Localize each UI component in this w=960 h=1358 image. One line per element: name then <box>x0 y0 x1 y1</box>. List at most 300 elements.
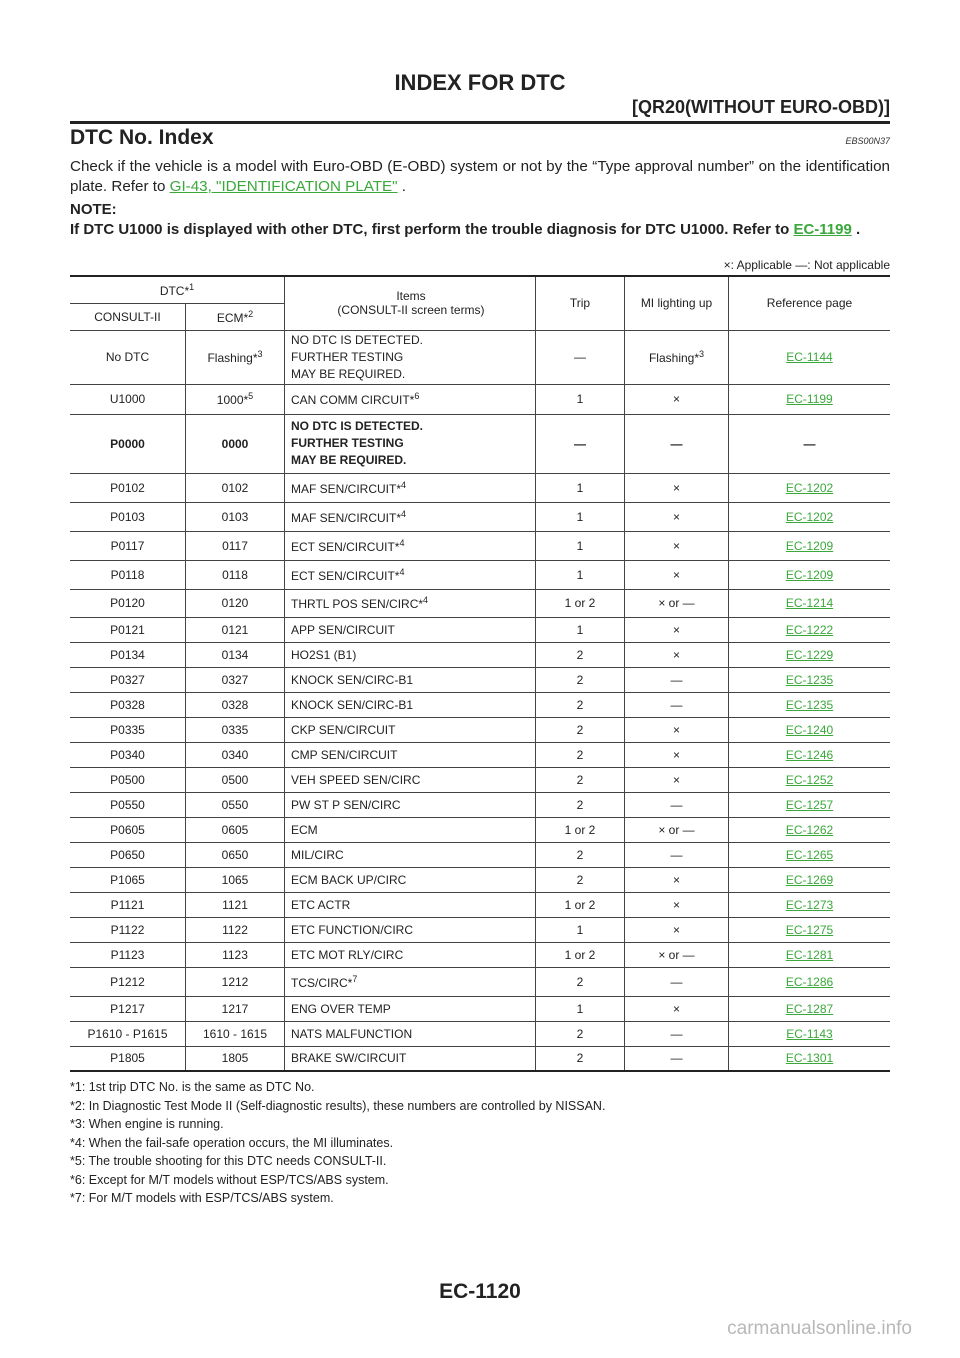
item-name: ENG OVER TEMP <box>291 1001 391 1016</box>
ecm-code-cell <box>186 330 285 384</box>
reference-cell[interactable] <box>729 589 891 617</box>
item-line: FURTHER TESTING <box>291 436 404 450</box>
table-row <box>70 473 890 502</box>
trip-value: 2 <box>576 747 584 762</box>
reference-cell[interactable] <box>729 692 891 717</box>
ecm-code-cell <box>186 767 285 792</box>
consult-code-cell <box>70 617 186 642</box>
table-row <box>70 330 890 384</box>
ecm-code-cell <box>186 892 285 917</box>
table-row <box>70 892 890 917</box>
mi-value: × or — <box>658 596 695 610</box>
item-name: MIL/CIRC <box>291 847 344 862</box>
consult-code: P1805 <box>110 1051 145 1066</box>
item-line: NO DTC IS DETECTED. <box>291 332 424 347</box>
trip-value: 2 <box>576 772 584 787</box>
trip-cell <box>536 692 625 717</box>
trip-value: 1 or 2 <box>564 897 596 912</box>
reference-link[interactable]: EC-1301 <box>785 1051 834 1066</box>
ecm-code-cell <box>186 692 285 717</box>
item-name: BRAKE SW/CIRCUIT <box>291 1051 407 1066</box>
ecm-code: 0500 <box>221 772 249 787</box>
trip-value: 1 <box>576 480 584 495</box>
reference-link[interactable]: EC-1214 <box>785 596 834 610</box>
consult-code-cell <box>70 502 186 531</box>
mi-value: × <box>672 622 680 637</box>
ecm-code-cell <box>186 560 285 589</box>
trip-value: 2 <box>576 672 584 687</box>
trip-cell <box>536 502 625 531</box>
trip-cell <box>536 473 625 502</box>
mi-cell <box>625 867 729 892</box>
mi-value: — <box>670 847 683 862</box>
trip-value: 2 <box>576 974 584 989</box>
reference-cell[interactable] <box>729 917 891 942</box>
mi-cell <box>625 667 729 692</box>
mi-value: — <box>670 974 683 989</box>
consult-code: P0000 <box>110 436 145 451</box>
mi-value: × <box>672 647 680 662</box>
mi-value: × <box>672 747 680 762</box>
reference-cell[interactable] <box>729 996 891 1021</box>
reference-link[interactable]: EC-1144 <box>786 350 833 364</box>
item-name: KNOCK SEN/CIRC-B1 <box>291 672 414 687</box>
trip-cell <box>536 531 625 560</box>
table-row <box>70 667 890 692</box>
mi-cell <box>625 531 729 560</box>
trip-cell <box>536 1046 625 1071</box>
item-cell <box>285 742 536 767</box>
reference-cell[interactable] <box>729 560 891 589</box>
ecm-code: 0121 <box>221 622 249 637</box>
consult-code-cell <box>70 867 186 892</box>
header-divider <box>70 121 890 124</box>
ecm-code: 1121 <box>222 897 248 912</box>
reference-link[interactable]: EC-1265 <box>785 847 834 862</box>
trip-cell <box>536 667 625 692</box>
reference-cell[interactable] <box>729 531 891 560</box>
table-row <box>70 717 890 742</box>
mi-cell <box>625 692 729 717</box>
mi-cell <box>625 742 729 767</box>
reference-cell[interactable] <box>729 767 891 792</box>
ecm-code-cell <box>186 384 285 414</box>
table-row <box>70 692 890 717</box>
dtc-header-sup: 1 <box>189 281 195 292</box>
ecm-code-cell <box>186 473 285 502</box>
trip-value: 2 <box>576 722 584 737</box>
dtc-index-table <box>70 275 890 1072</box>
reference-cell[interactable] <box>729 742 891 767</box>
reference-cell[interactable] <box>729 473 891 502</box>
dtc-group-header <box>70 276 285 303</box>
item-cell <box>285 867 536 892</box>
reference-link[interactable]: EC-1240 <box>785 722 834 737</box>
ecm-header-sup: 2 <box>248 308 254 319</box>
consult-code-cell <box>70 531 186 560</box>
ecm-code: 0550 <box>221 797 249 812</box>
reference-link[interactable]: EC-1252 <box>785 772 834 787</box>
trip-cell <box>536 942 625 967</box>
reference-link[interactable]: EC-1202 <box>785 509 834 524</box>
page-number: EC-1120 <box>439 1280 521 1303</box>
reference-cell[interactable] <box>729 330 891 384</box>
mi-cell <box>625 414 729 473</box>
item-name: ETC FUNCTION/CIRC <box>291 922 413 937</box>
consult-header: CONSULT-II <box>70 303 186 330</box>
table-row <box>70 560 890 589</box>
ecm-code: 0340 <box>221 747 249 762</box>
reference-link[interactable]: EC-1275 <box>785 922 834 937</box>
item-name: ETC MOT RLY/CIRC <box>291 947 404 962</box>
reference-link[interactable]: EC-1235 <box>785 672 834 687</box>
reference-header: Reference page <box>729 276 891 330</box>
mi-value: × <box>672 392 680 406</box>
consult-code-cell <box>70 817 186 842</box>
trip-value: 2 <box>576 647 584 662</box>
reference-cell[interactable] <box>729 867 891 892</box>
consult-code-cell <box>70 717 186 742</box>
item-cell <box>285 531 536 560</box>
trip-value: — <box>574 436 586 451</box>
item-name: VEH SPEED SEN/CIRC <box>291 772 421 787</box>
trip-cell <box>536 996 625 1021</box>
item-name: THRTL POS SEN/CIRC* <box>291 597 424 611</box>
reference-link[interactable]: EC-1281 <box>785 947 834 962</box>
reference-cell[interactable] <box>729 1021 891 1046</box>
trip-value: 2 <box>576 797 584 812</box>
watermark: carmanualsonline.info <box>727 1318 912 1339</box>
consult-code-cell <box>70 414 186 473</box>
consult-code: P0117 <box>110 538 145 553</box>
trip-cell <box>536 330 625 384</box>
reference-cell[interactable] <box>729 817 891 842</box>
trip-cell <box>536 767 625 792</box>
item-name: KNOCK SEN/CIRC-B1 <box>291 697 414 712</box>
ecm-code-cell <box>186 589 285 617</box>
intro-text: Check if the vehicle is a model with Euro-OBD (E-OBD) system or not by the “Type approval number” on the identification plate. Refer to <box>70 158 890 195</box>
reference-cell[interactable] <box>729 942 891 967</box>
item-cell <box>285 560 536 589</box>
item-cell <box>285 1046 536 1071</box>
note-text-end: . <box>851 221 861 238</box>
trip-cell <box>536 967 625 996</box>
trip-cell <box>536 817 625 842</box>
mi-value: — <box>670 797 683 812</box>
item-cell <box>285 1021 536 1046</box>
mi-value: × or — <box>658 947 695 962</box>
reference-cell[interactable] <box>729 1046 891 1071</box>
trip-header: Trip <box>536 276 625 330</box>
consult-code: P1610 - P1615 <box>87 1026 168 1041</box>
mi-value: × <box>672 567 680 582</box>
item-cell <box>285 942 536 967</box>
footnote: *5: The trouble shooting for this DTC needs CONSULT-II. <box>70 1154 387 1168</box>
dtc-table-body <box>70 330 890 1071</box>
mi-cell <box>625 502 729 531</box>
consult-code-cell <box>70 967 186 996</box>
footnote: *4: When the fail-safe operation occurs, the MI illuminates. <box>70 1135 394 1150</box>
mi-value: — <box>670 1026 683 1041</box>
trip-cell <box>536 617 625 642</box>
item-name: ECM <box>291 822 318 837</box>
item-cell <box>285 589 536 617</box>
reference-link[interactable]: EC-1209 <box>785 538 834 553</box>
trip-cell <box>536 717 625 742</box>
item-line: MAY BE REQUIRED. <box>291 453 407 467</box>
consult-code: P0328 <box>110 697 145 712</box>
ecm-code: 1000* <box>216 393 249 407</box>
ecm-code-cell <box>186 792 285 817</box>
consult-code-cell <box>70 384 186 414</box>
item-sup: 4 <box>399 537 405 548</box>
table-row <box>70 942 890 967</box>
item-name: PW ST P SEN/CIRC <box>291 797 401 812</box>
table-row <box>70 817 890 842</box>
trip-value: 2 <box>576 872 584 887</box>
consult-code-cell <box>70 692 186 717</box>
consult-code-cell <box>70 560 186 589</box>
intro-text-end: . <box>397 178 407 195</box>
ec-1199-note-link[interactable]: EC-1199 <box>793 221 852 238</box>
trip-cell <box>536 642 625 667</box>
ecm-code: 1123 <box>222 947 248 962</box>
item-cell <box>285 617 536 642</box>
consult-code: P0121 <box>110 622 145 637</box>
table-row <box>70 414 890 473</box>
ecm-header-text: ECM* <box>216 310 249 325</box>
trip-cell <box>536 892 625 917</box>
identification-plate-link[interactable]: GI-43, "IDENTIFICATION PLATE" <box>169 178 398 195</box>
ecm-code-cell <box>186 667 285 692</box>
reference-link[interactable]: EC-1209 <box>785 567 834 582</box>
consult-code-cell <box>70 996 186 1021</box>
dtc-header-text: DTC* <box>159 283 190 298</box>
trip-value: 2 <box>576 847 584 862</box>
table-row <box>70 1021 890 1046</box>
trip-value: 1 <box>576 509 584 524</box>
table-row <box>70 792 890 817</box>
reference-link[interactable]: EC-1229 <box>785 647 834 662</box>
reference-link[interactable]: EC-1246 <box>785 747 834 762</box>
items-header-line1: Items <box>396 289 426 304</box>
mi-cell <box>625 996 729 1021</box>
reference-cell[interactable] <box>729 667 891 692</box>
reference-link[interactable]: EC-1202 <box>785 480 834 495</box>
consult-code-cell <box>70 642 186 667</box>
mi-cell <box>625 817 729 842</box>
consult-code-cell <box>70 330 186 384</box>
trip-cell <box>536 1021 625 1046</box>
table-row <box>70 1046 890 1071</box>
mi-value: × <box>672 480 680 495</box>
item-line: MAY BE REQUIRED. <box>291 366 406 381</box>
mi-cell <box>625 892 729 917</box>
mi-cell <box>625 589 729 617</box>
trip-cell <box>536 414 625 473</box>
reference-link[interactable]: EC-1235 <box>785 697 834 712</box>
consult-code: P0134 <box>110 647 145 662</box>
reference-cell[interactable] <box>729 384 891 414</box>
ecm-code-cell <box>186 967 285 996</box>
note-body <box>70 220 890 240</box>
ecm-code: 1805 <box>221 1051 249 1066</box>
reference-link[interactable]: EC-1286 <box>785 974 834 989</box>
ecm-code-cell <box>186 817 285 842</box>
item-name: CKP SEN/CIRCUIT <box>291 722 396 737</box>
reference-link[interactable]: EC-1143 <box>786 1026 833 1041</box>
item-cell <box>285 892 536 917</box>
footnote: *1: 1st trip DTC No. is the same as DTC No. <box>70 1080 315 1094</box>
trip-cell <box>536 792 625 817</box>
ecm-code: Flashing* <box>207 351 258 365</box>
mi-cell <box>625 967 729 996</box>
mi-value: × <box>672 922 680 937</box>
table-row <box>70 502 890 531</box>
trip-value: 1 <box>576 538 584 553</box>
consult-code: P0327 <box>110 672 145 687</box>
table-row <box>70 967 890 996</box>
item-name: TCS/CIRC* <box>291 975 353 990</box>
mi-value: — <box>670 436 683 451</box>
consult-code-cell <box>70 742 186 767</box>
table-row <box>70 589 890 617</box>
ecm-code-sup: 5 <box>248 391 254 401</box>
reference-link[interactable]: EC-1262 <box>785 822 834 837</box>
item-name: ECT SEN/CIRCUIT* <box>291 568 400 583</box>
item-cell <box>285 842 536 867</box>
table-row <box>70 642 890 667</box>
consult-code-cell <box>70 1021 186 1046</box>
reference-cell[interactable] <box>729 842 891 867</box>
reference-link[interactable]: EC-1199 <box>786 392 833 406</box>
ecm-code-cell <box>186 1021 285 1046</box>
applicability-legend: ×: Applicable —: Not applicable <box>723 258 890 272</box>
mi-value: × or — <box>658 822 695 837</box>
mi-value: — <box>670 697 683 712</box>
ecm-code: 0650 <box>221 847 249 862</box>
ecm-code-sup: 3 <box>257 349 263 359</box>
ecm-header <box>186 303 285 330</box>
consult-code: U1000 <box>109 392 146 406</box>
mi-cell <box>625 717 729 742</box>
reference-link[interactable]: EC-1287 <box>785 1001 834 1016</box>
consult-code: P0605 <box>110 822 145 837</box>
consult-code-cell <box>70 1046 186 1071</box>
trip-value: 1 <box>576 392 584 406</box>
note-label: NOTE: <box>70 201 117 218</box>
trip-cell <box>536 917 625 942</box>
mi-cell <box>625 473 729 502</box>
mi-cell <box>625 1021 729 1046</box>
consult-code-cell <box>70 589 186 617</box>
ecm-code-cell <box>186 531 285 560</box>
mi-header: MI lighting up <box>625 276 729 330</box>
item-cell <box>285 717 536 742</box>
ecm-code-cell <box>186 742 285 767</box>
consult-code: P0118 <box>110 567 145 582</box>
trip-value: 1 <box>576 922 584 937</box>
item-name: ETC ACTR <box>291 897 351 912</box>
mi-value: Flashing* <box>648 351 699 365</box>
consult-code: P1212 <box>110 974 145 989</box>
item-sup: 4 <box>423 595 429 605</box>
mi-value: × <box>672 897 680 912</box>
trip-cell <box>536 589 625 617</box>
reference-cell[interactable] <box>729 967 891 996</box>
reference-link[interactable]: EC-1273 <box>785 897 834 912</box>
reference-link[interactable]: EC-1222 <box>785 622 834 637</box>
trip-value: 1 <box>576 1001 584 1016</box>
mi-cell <box>625 942 729 967</box>
reference-cell[interactable] <box>729 617 891 642</box>
consult-code: P0335 <box>110 722 145 737</box>
reference-cell[interactable] <box>729 502 891 531</box>
mi-cell <box>625 842 729 867</box>
item-sup: 4 <box>399 566 405 577</box>
reference-cell[interactable] <box>729 792 891 817</box>
item-cell <box>285 667 536 692</box>
reference-cell[interactable] <box>729 642 891 667</box>
trip-cell <box>536 384 625 414</box>
table-row <box>70 617 890 642</box>
item-name: HO2S1 (B1) <box>291 647 357 662</box>
mi-cell <box>625 792 729 817</box>
table-row <box>70 531 890 560</box>
table-row <box>70 867 890 892</box>
mi-cell <box>625 642 729 667</box>
reference-link[interactable]: EC-1257 <box>785 797 834 812</box>
consult-code-cell <box>70 942 186 967</box>
reference-cell[interactable] <box>729 717 891 742</box>
items-header-line2: (CONSULT-II screen terms) <box>337 303 485 318</box>
item-cell <box>285 414 536 473</box>
item-sup: 4 <box>401 508 407 519</box>
header-row <box>70 276 890 303</box>
item-name: APP SEN/CIRCUIT <box>291 622 395 637</box>
mi-value: × <box>672 772 680 787</box>
item-cell <box>285 642 536 667</box>
trip-value: 1 or 2 <box>564 822 596 837</box>
ecm-code-cell <box>186 942 285 967</box>
consult-code: P1123 <box>110 947 145 962</box>
mi-value: × <box>672 872 680 887</box>
mi-value: — <box>670 1051 683 1066</box>
mi-sup: 3 <box>699 349 705 359</box>
reference-link[interactable]: EC-1269 <box>785 872 834 887</box>
mi-cell <box>625 617 729 642</box>
table-row <box>70 842 890 867</box>
trip-value: 1 <box>576 567 584 582</box>
note-block <box>70 200 890 240</box>
ecm-code: 1212 <box>221 974 249 989</box>
item-name: MAF SEN/CIRCUIT* <box>291 481 402 496</box>
table-row <box>70 996 890 1021</box>
item-cell <box>285 917 536 942</box>
item-cell <box>285 330 536 384</box>
mi-value: — <box>670 672 683 687</box>
trip-value: 2 <box>576 697 584 712</box>
ecm-code: 0118 <box>222 567 248 582</box>
consult-code-cell <box>70 767 186 792</box>
item-sup: 6 <box>414 391 420 401</box>
trip-value: 2 <box>576 1026 584 1041</box>
item-name: NATS MALFUNCTION <box>291 1026 413 1041</box>
reference-cell[interactable] <box>729 892 891 917</box>
trip-cell <box>536 842 625 867</box>
item-cell <box>285 692 536 717</box>
item-sup: 7 <box>352 973 358 984</box>
